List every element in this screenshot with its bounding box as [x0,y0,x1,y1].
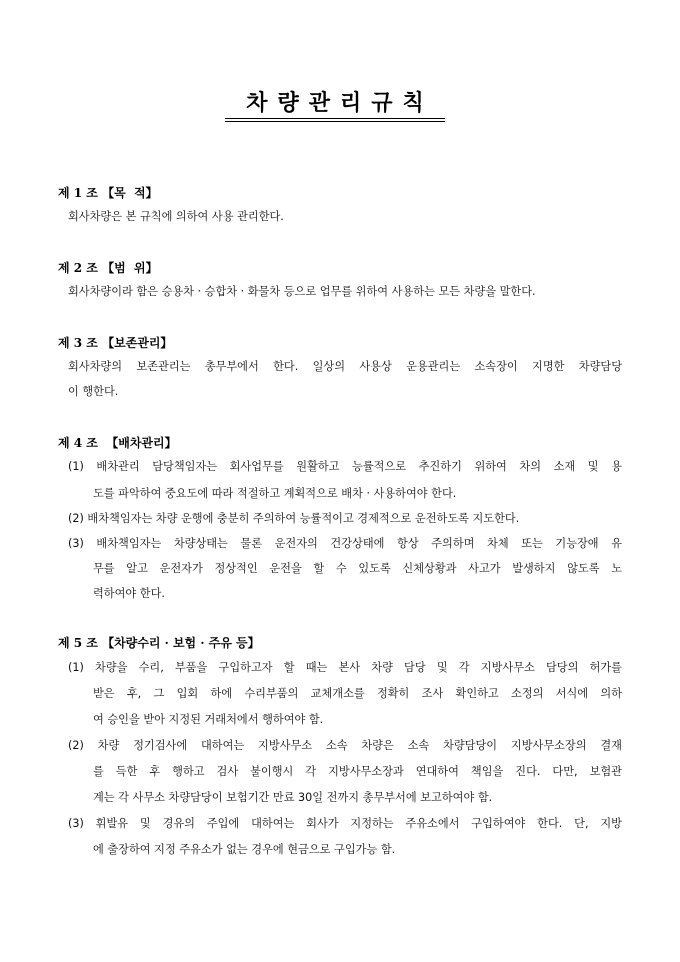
article-1-line-1: 회사차량은 본 규칙에 의하여 사용 관리한다. [68,210,284,223]
article-5-item-3-line-2: 에 출장하여 지정 주유소가 없는 경우에 현금으로 구입가능 함. [93,843,396,856]
article-5-item-1-line-2: 받은 후, 그 입회 하에 수리부품의 교체개소를 정확히 조사 확인하고 소정의 서식에 의하 [93,687,622,700]
article-4-item-1-line-1: (1) 배차관리 담당책임자는 회사업무를 원활하고 능률적으로 추진하기 위하여 차의 소재 및 용 [68,460,622,473]
article-4-item-1-line-2: 도를 파악하여 중요도에 따라 적절하고 계획적으로 배차 · 사용하여야 한다. [93,487,457,500]
article-4-heading: 제 4 조 【배차관리】 [58,436,177,450]
article-5-item-1-line-1: (1) 차량을 수리, 부품을 구입하고자 할 때는 본사 차량 담당 및 각 지방사무소 담당의 허가를 [68,661,622,674]
article-4-item-3-line-3: 력하여야 한다. [93,587,165,600]
article-5-item-2-line-3: 계는 각 사무소 차량담당이 보험기간 만료 30일 전까지 총무부서에 보고하여야 함. [93,791,493,804]
article-3-line-2: 이 행한다. [68,385,119,398]
title-underline-bottom [225,121,445,122]
article-5-item-2-line-2: 를 득한 후 행하고 검사 불이행시 각 지방사무소장과 연대하여 책임을 진다. 다만, 보험관 [93,765,622,778]
article-5-item-2-line-1: (2) 차량 정기검사에 대하여는 지방사무소 소속 차량은 소속 차량담당이 지방사무소장의 결재 [68,739,622,752]
article-3-line-1: 회사차량의 보존관리는 총무부에서 한다. 일상의 사용상 운용관리는 소속장이 지명한 차량담당 [68,360,622,373]
article-5-item-3-line-1: (3) 휘발유 및 경유의 주입에 대하여는 회사가 지정하는 주유소에서 구입하여야 한다. 단, 지방 [68,817,622,830]
article-2-line-1: 회사차량이라 함은 승용차 · 승합차 · 화물차 등으로 업무를 위하여 사용하는 모든 차량을 말한다. [68,285,536,298]
title-underline-top [225,118,445,119]
article-1-heading: 제 1 조 【목 적】 [58,186,158,200]
article-4-item-2-line-1: (2) 배차책임자는 차량 운행에 충분히 주의하여 능률적이고 경제적으로 운전하도록 지도한다. [68,512,520,525]
article-4-item-3-line-2: 무를 알고 운전자가 정상적인 운전을 할 수 있도록 신체상황과 사고가 발생하지 않도록 노 [93,562,622,575]
article-5-item-1-line-3: 여 승인을 받아 지정된 거래처에서 행하여야 함. [93,713,324,726]
article-3-heading: 제 3 조 【보존관리】 [58,336,173,350]
article-4-item-3-line-1: (3) 배차책임자는 차량상태는 물론 운전자의 건강상태에 항상 주의하며 차체 또는 기능장애 유 [68,537,622,550]
document-title: 차량관리규칙 [246,90,434,116]
article-2-heading: 제 2 조 【범 위】 [58,261,158,275]
article-5-heading: 제 5 조 【차량수리 · 보험 · 주유 등】 [58,636,260,650]
